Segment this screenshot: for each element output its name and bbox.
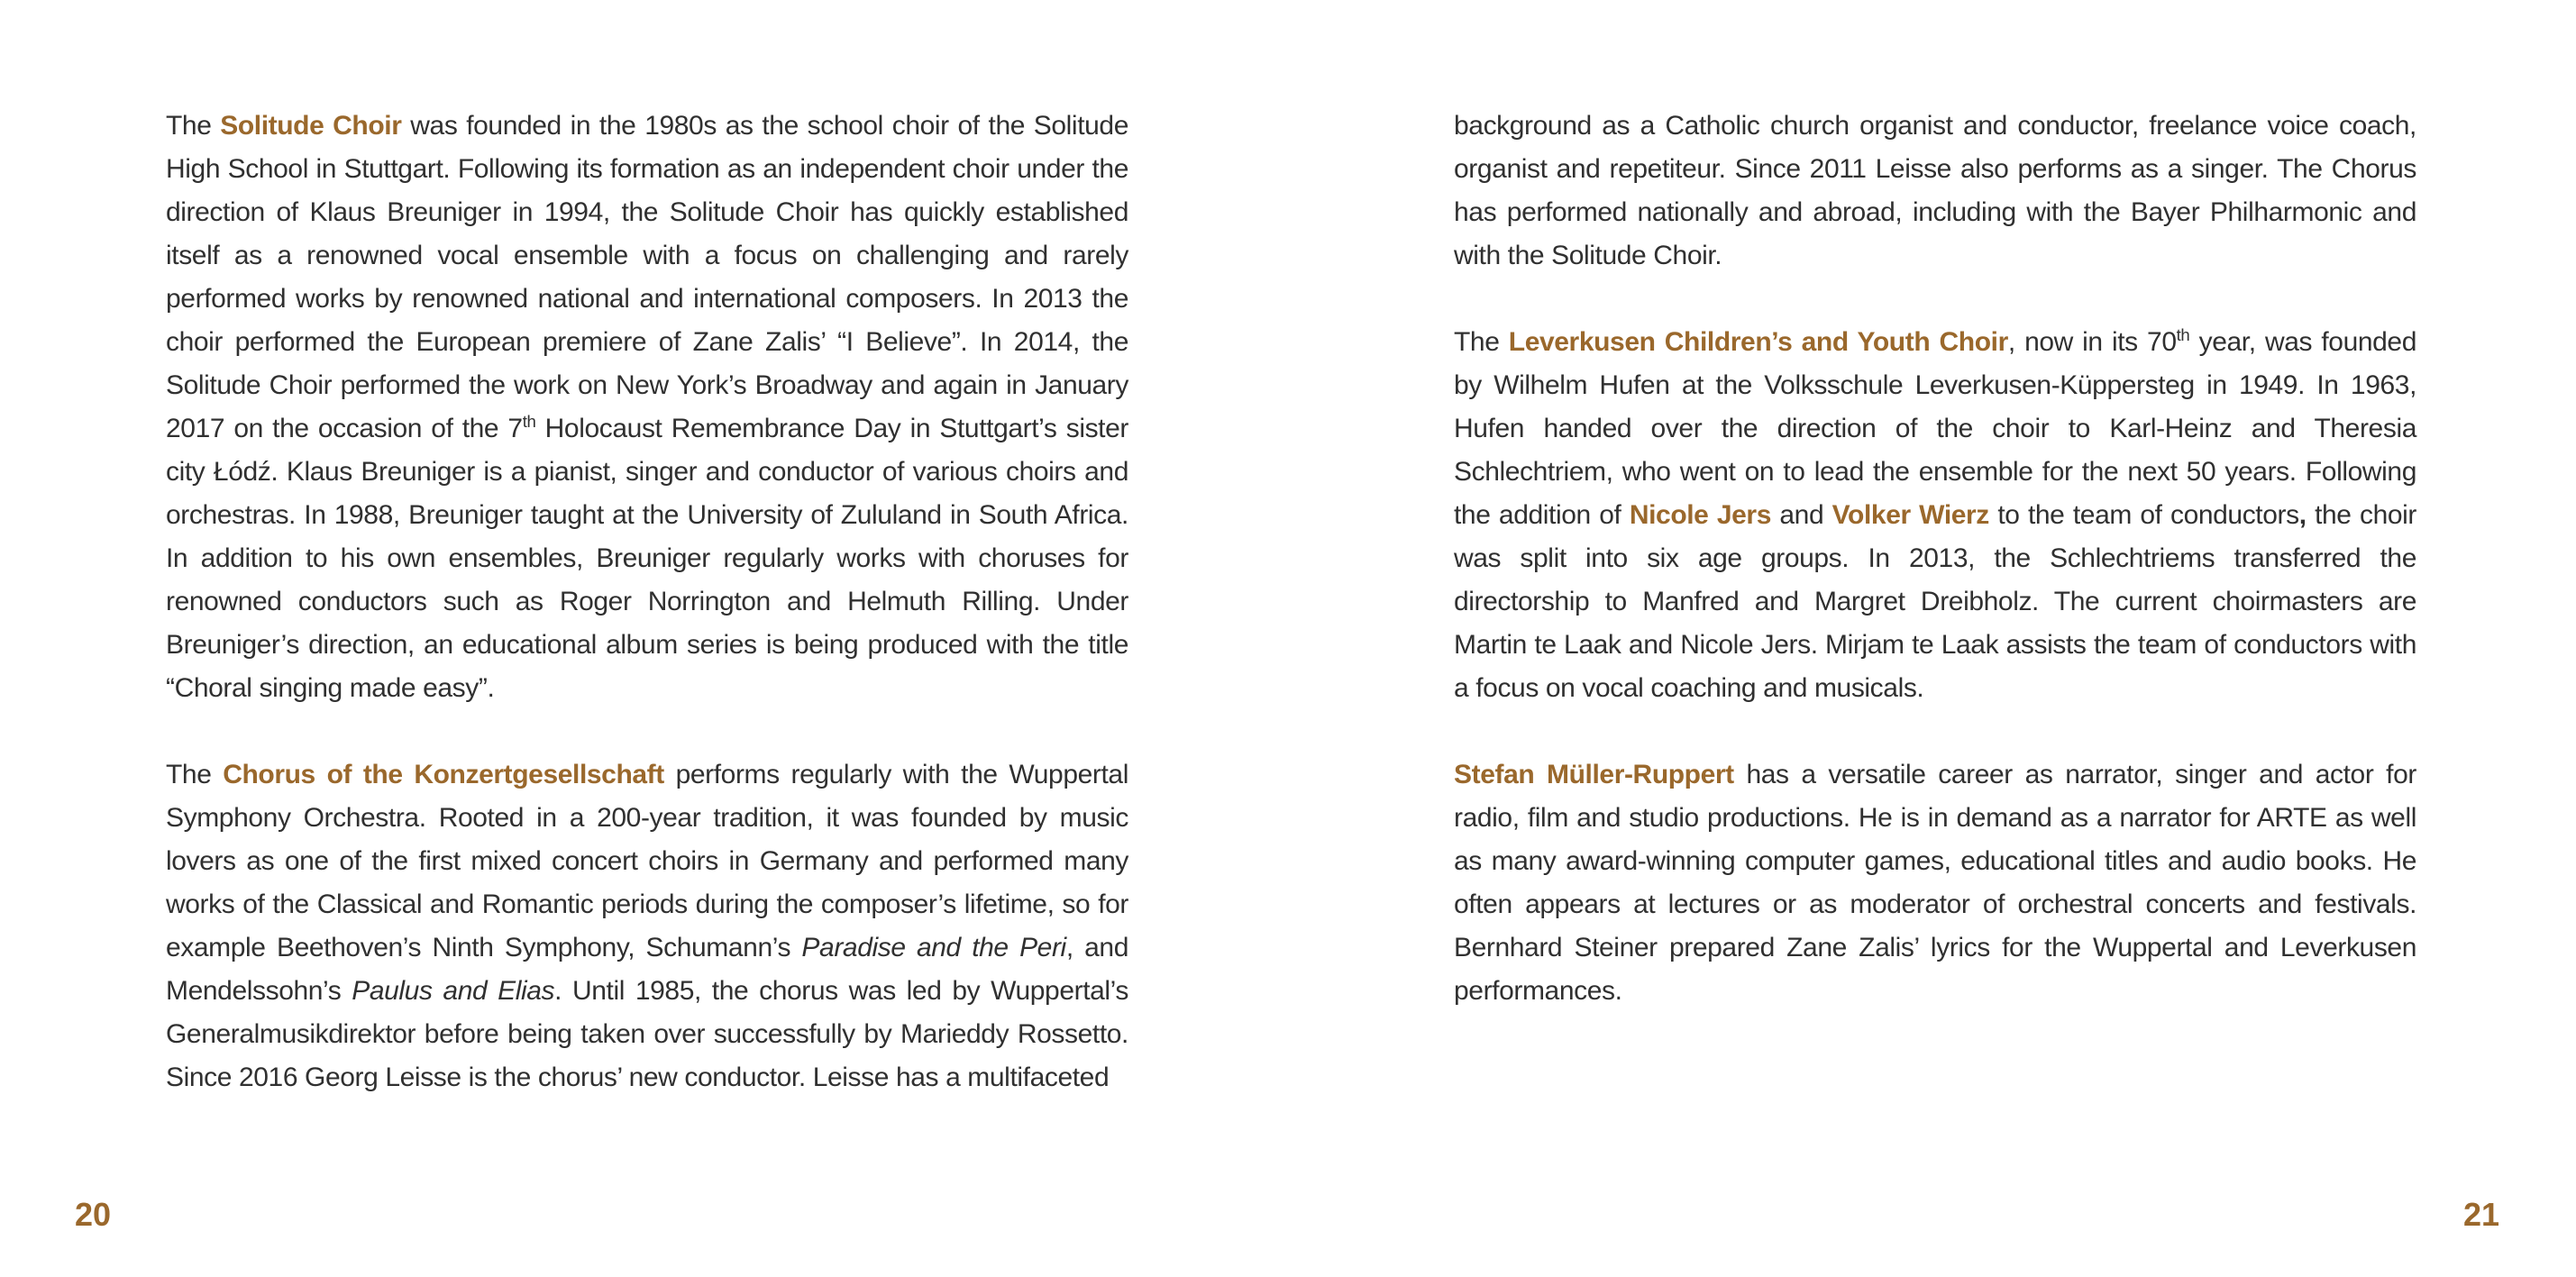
right-page-text-column (1454, 105, 2416, 1013)
left-page-text-column (166, 105, 1128, 1099)
page-number-left: 20 (75, 1196, 112, 1233)
paragraph-leverkusen-choir: The Leverkusen Children’s and Youth Choir, now in its 70th year, was founded by Wilhelm Hufen at the Volksschule Leverkusen-Küppersteg in 1949. In 1963, Hufen handed over the direction of the choir to Karl-Heinz and Theresia Schlechtriem, who went on to lead the ensemble for the next 50 years. Following the addition of Nicole Jers and Volker Wierz to the team of conductors, the choir was split into six age groups. In 2013, the Schlechtriems transferred the directorship to Manfred and Margret Dreibholz. The current choirmasters are Martin te Laak and Nicole Jers. Mirjam te Laak assists the team of conductors with a focus on vocal coaching and musicals. (1454, 325, 2417, 703)
paragraph-solitude-choir: The Solitude Choir was founded in the 1980s as the school choir of the Solitude High School in Stuttgart. Following its formation as an independent choir under the direction of Klaus Breuniger in 1994, the Solitude Choir has quickly established itself as a renowned vocal ensemble with a focus on challenging and rarely performed works by renowned national and international composers. In 2013 the choir performed the European premiere of Zane Zalis’ “I Believe”. In 2014, the Solitude Choir performed the work on New York’s Broadway and again in January 2017 on the occasion of the 7th Holocaust Remembrance Day in Stuttgart’s sister city Łódź. Klaus Breuniger is a pianist, singer and conductor of various choirs and orchestras. In 1988, Breuniger taught at the University of Zululand in South Africa. In addition to his own ensembles, Breuniger regularly works with choruses for renowned conductors such as Roger Norrington and Helmuth Rilling. Under Breuniger’s direction, an educational album series is being produced with the title “Choral singing made easy”. (166, 111, 1128, 703)
page-number-right: 21 (2462, 1196, 2499, 1233)
paragraph-chorus-konzertgesellschaft: The Chorus of the Konzertgesellschaft performs regularly with the Wuppertal Symphony Orchestra. Rooted in a 200-year tradition, it was founded by music lovers as one of the first mixed concert choirs in Germany and performed many works of the Classical and Romantic periods during the composer’s lifetime, so for example Beethoven’s Ninth Symphony, Schumann’s Paradise and the Peri, and Mendelssohn’s Paulus and Elias. Until 1985, the chorus was led by Wuppertal’s Generalmusikdirektor before being taken over successfully by Marieddy Rossetto. Since 2016 Georg Leisse is the chorus’ new conductor. Leisse has a multifaceted (166, 760, 1128, 1092)
paragraph-leisse-background: background as a Catholic church organist and conductor, freelance voice coach, organist and repetiteur. Since 2011 Leisse also performs as a singer. The Chorus has performed nationally and abroad, including with the Bayer Philharmonic and with the Solitude Choir. (1454, 111, 2416, 270)
paragraph-stefan-mueller-ruppert: Stefan Müller-Ruppert has a versatile career as narrator, singer and actor for radio, film and studio productions. He is in demand as a narrator for ARTE as well as many award-winning computer games, educational titles and audio books. He often appears at lectures or as moderator of orchestral concerts and festivals. Bernhard Steiner prepared Zane Zalis’ lyrics for the Wuppertal and Leverkusen performances. (1454, 760, 2416, 1006)
